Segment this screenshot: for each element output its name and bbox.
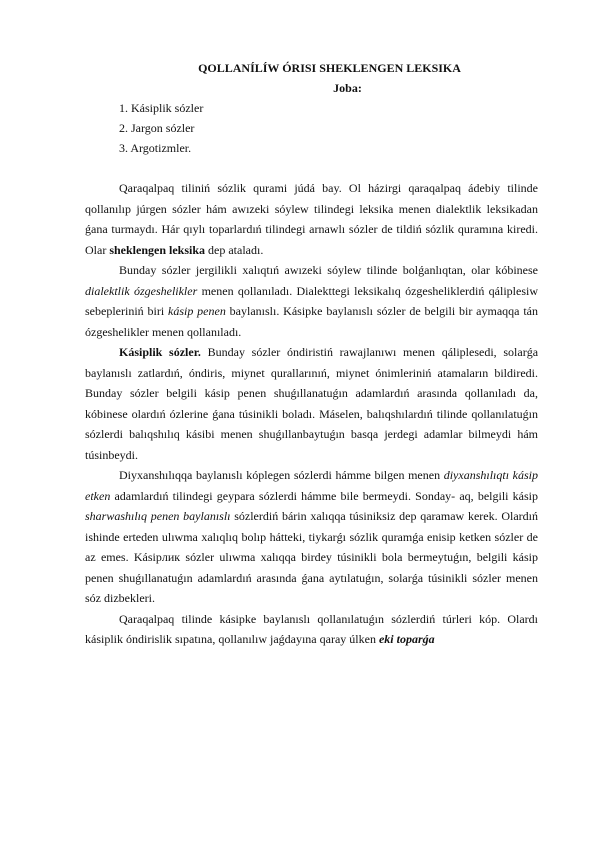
spacer (85, 158, 538, 178)
text-run: dep ataladı. (205, 242, 264, 257)
paragraph (85, 178, 538, 260)
text-run: baylanıslı. Kásipke baylanıslı sózler de belgili bir aymaqqa tán ózgeshelikler menen qollanıladı. (85, 304, 538, 339)
emphasis-text: Kásiplik sózler. (119, 345, 201, 359)
plan-item: 1. Kásiplik sózler (119, 101, 204, 115)
emphasis-text: sharwashılıq penen baylanıslı (85, 509, 231, 523)
text-run: Diyxanshılıqqa baylanıslı kóplegen sózlerdi hámme bilgen menen (119, 468, 444, 482)
text-run: adamlardıń tilindegi geypara sózlerdi hámme bile bermeydi. Sonday- aq, belgili kásip (110, 488, 538, 503)
plan-list (85, 98, 538, 158)
paragraph (85, 609, 538, 650)
text-run: menen qollanıladı. Dialekttegi leksikalıq ózgesheliklerdiń qáliplesiw sebepleriniń biri (85, 283, 539, 318)
plan-item: 2. Jargon sózler (119, 121, 195, 135)
emphasis-text: sheklengen leksika (109, 242, 206, 257)
emphasis-text: eki toparǵa (378, 632, 435, 646)
emphasis-text: dialektlik ózgeshelikler (85, 283, 198, 298)
paragraph (85, 342, 538, 465)
body-text (85, 178, 538, 650)
text-run: Qaraqalpaq tilinde kásipke baylanıslı qollanılatuǵın sózlerdiń túrleri kóp. Olardı kásiplik óndirislik sıpatına, qollanılıw jaǵdayına qaray úlken (85, 611, 538, 646)
plan-item: 3. Argotizmler. (119, 141, 192, 155)
text-run: Qaraqalpaq tiliniń sózlik qurami júdá bay. Ol házirgi qaraqalpaq ádebiy tilinde qollanılıp júrgen sózler hám awızeki sóylew tilindegi leksika menen dialektlik leksikadan ǵana turmaydı. Hár qıylı toparlardıń tilindegi arnawlı sózler de tildiń sózlik quramına kiredi. Olar (85, 181, 538, 257)
paragraph (85, 465, 538, 609)
emphasis-text: diyxanshılıqtı kásip etken (85, 468, 538, 503)
text-run: Bunday sózler jergilikli xalıqtıń awızeki sóylew tilinde bolǵanlıqtan, olar kóbinese (119, 263, 538, 277)
paragraph (85, 260, 538, 342)
document-title: QOLLANÍLÍW ÓRISI SHEKLENGEN LEKSIKA (198, 61, 461, 75)
plan-heading: Joba: (333, 81, 362, 95)
emphasis-text: kásip penen (168, 304, 226, 318)
text-run: Bunday sózler óndiristiń rawajlanıwı menen qáliplesedi, solarǵa baylanıslı zatlardıń, óndiris, miynet qurallarınıń, miynet ónimleriniń atamaların bildiredi. Bunday sózler belgili kásip penen shuǵıllanatuǵın adamlardıń arasında qollanıladı da, kóbinese olardıń ózlerine ǵana túsinikli boladı. Máselen, balıqshılardıń tilinde qollanılatuǵın sózlerdi balıqshılıq kásibi menen shuǵıllanbaytuǵın basqa jerdegi adamlar bilmeydi hám túsinbeydi. (85, 345, 539, 462)
text-run: sózlerdiń bárin xalıqqa túsiniksiz dep qaramaw kerek. Olardıń ishinde erteden ulıwma xalıqlıq bolıp hátteki, tiykarǵı sózlik quramǵa enisip ketken sózler de az emes. Kásipлик sózler ulıwma xalıqqa birdey túsinikli bola bermeytuǵın, belgili kásip penen shuǵıllanatuǵın adamlardıń arasında ǵana aytılatuǵın, solarǵa túsinikli sózler menen sóz dizbekleri. (85, 509, 538, 605)
